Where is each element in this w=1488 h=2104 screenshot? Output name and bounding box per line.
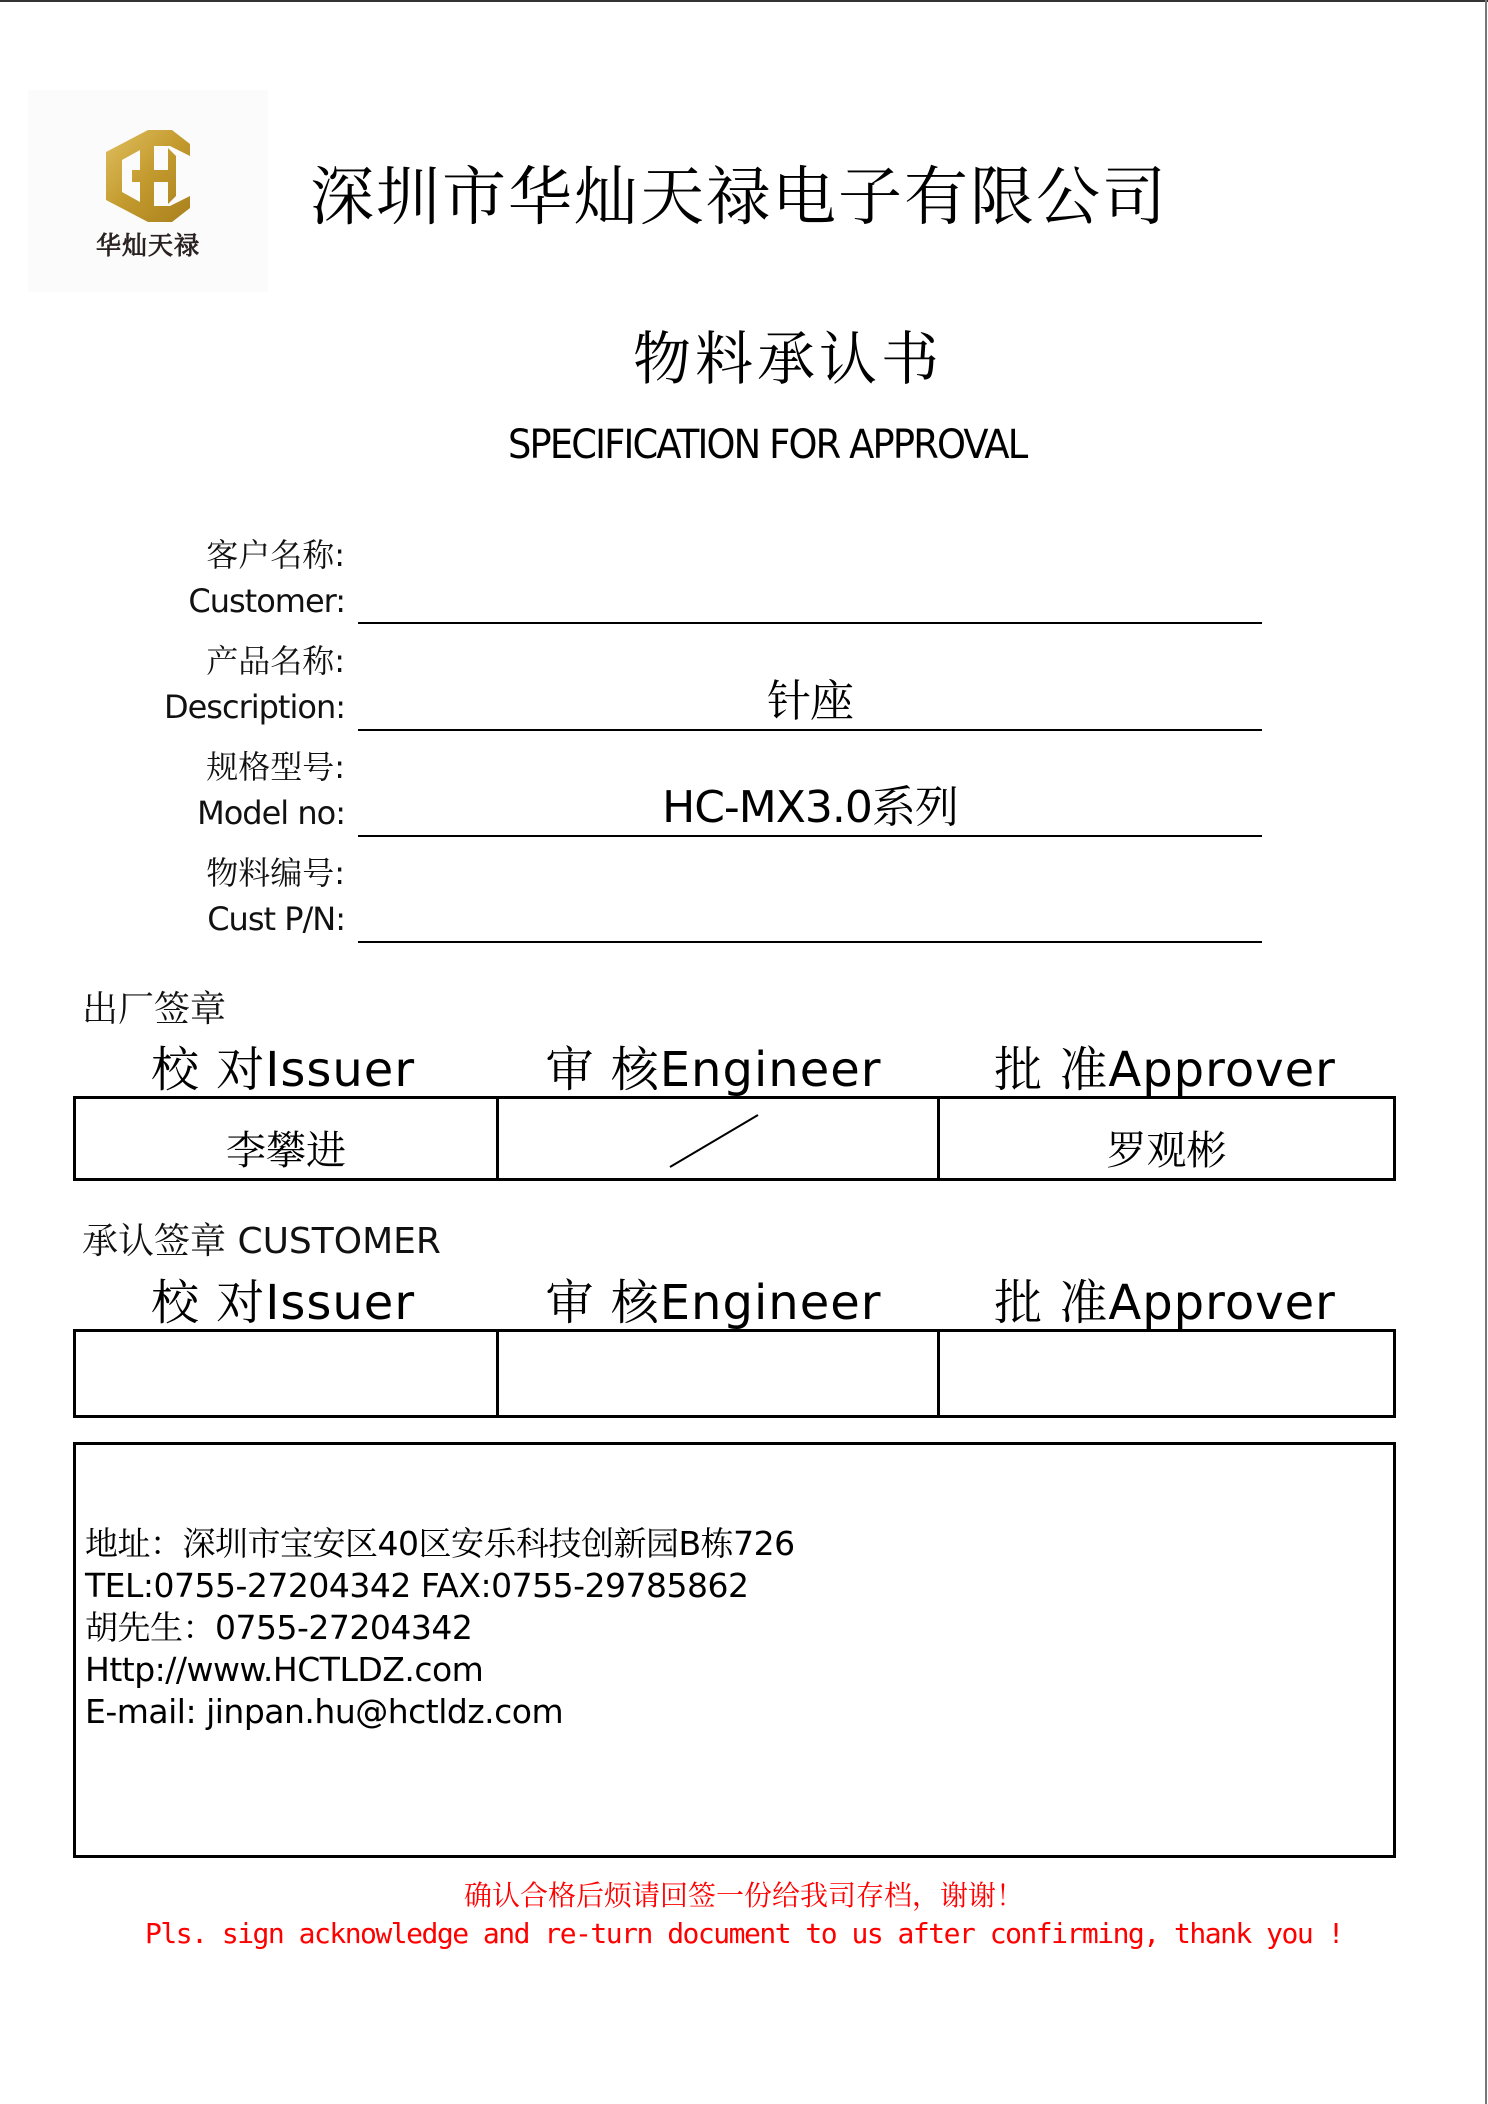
- contact-tel-fax: TEL:0755-27204342 FAX:0755-29785862: [85, 1566, 749, 1605]
- contact-person: 胡先生：0755-27204342: [85, 1608, 473, 1647]
- factory-approver-cell[interactable]: [937, 1099, 1393, 1178]
- factory-approver-header: 批 准Approver: [994, 1042, 1336, 1098]
- description-label-en: Description:: [163, 688, 345, 726]
- contact-website-link[interactable]: Http://www.HCTLDZ.com: [85, 1650, 484, 1689]
- customer-label: [188, 532, 345, 624]
- contact-lines: [85, 1523, 795, 1733]
- contact-info-box: [73, 1442, 1396, 1858]
- cust-pn-label: [206, 850, 345, 942]
- page-border-top: [0, 0, 1488, 2]
- cust-pn-label-cn: 物料编号:: [206, 854, 345, 892]
- description-label-cn: 产品名称:: [206, 642, 345, 680]
- contact-address: 地址：深圳市宝安区40区安乐科技创新园B栋726: [85, 1524, 795, 1563]
- customer-engineer-header: 审 核Engineer: [545, 1275, 882, 1331]
- description-underline: [358, 729, 1262, 731]
- factory-engineer-cell[interactable]: [496, 1099, 937, 1178]
- model-label-cn: 规格型号:: [206, 748, 345, 786]
- factory-issuer-name: 李攀进: [226, 1128, 346, 1174]
- customer-underline: [358, 622, 1262, 624]
- factory-issuer-header: 校 对Issuer: [150, 1042, 416, 1098]
- company-name: 深圳市华灿天禄电子有限公司: [310, 161, 1168, 235]
- factory-signature-title: 出厂签章: [82, 989, 227, 1030]
- customer-approver-cell[interactable]: [937, 1332, 1393, 1415]
- model-label: [197, 744, 345, 836]
- model-value[interactable]: HC-MX3.0系列: [662, 782, 958, 833]
- document-title-cn: 物料承认书: [633, 325, 944, 393]
- footer-note-en: Pls. sign acknowledge and re-turn document to us after confirming, thank you !: [145, 1917, 1343, 1950]
- factory-issuer-cell[interactable]: [76, 1099, 496, 1178]
- customer-issuer-cell[interactable]: [76, 1332, 496, 1415]
- customer-signature-title: 承认签章 CUSTOMER: [82, 1221, 441, 1262]
- strike-line-icon: [499, 1099, 940, 1178]
- customer-engineer-cell[interactable]: [496, 1332, 937, 1415]
- factory-approver-name: 罗观彬: [1106, 1128, 1227, 1174]
- factory-signature-table: [73, 1096, 1396, 1181]
- customer-label-en: Customer:: [188, 582, 345, 620]
- model-label-en: Model no:: [197, 794, 345, 832]
- cust-pn-label-en: Cust P/N:: [207, 900, 345, 938]
- customer-issuer-header: 校 对Issuer: [150, 1275, 416, 1331]
- factory-engineer-header: 审 核Engineer: [545, 1042, 882, 1098]
- cust-pn-underline: [358, 941, 1262, 943]
- customer-label-cn: 客户名称:: [206, 536, 345, 574]
- page-border-right: [1485, 0, 1487, 2104]
- customer-signature-table: [73, 1329, 1396, 1418]
- logo-text: 华灿天禄: [95, 231, 200, 260]
- model-underline: [358, 835, 1262, 837]
- contact-email-link[interactable]: E-mail: jinpan.hu@hctldz.com: [85, 1692, 564, 1731]
- company-logo: [28, 90, 268, 292]
- description-value[interactable]: 针座: [767, 676, 853, 727]
- description-label: [164, 638, 345, 730]
- footer-note-cn: 确认合格后烦请回签一份给我司存档，谢谢！: [463, 1879, 1024, 1912]
- customer-approver-header: 批 准Approver: [994, 1275, 1336, 1331]
- document-title-en: SPECIFICATION FOR APPROVAL: [508, 422, 1027, 468]
- hc-hexagon-logo-icon: [106, 130, 190, 222]
